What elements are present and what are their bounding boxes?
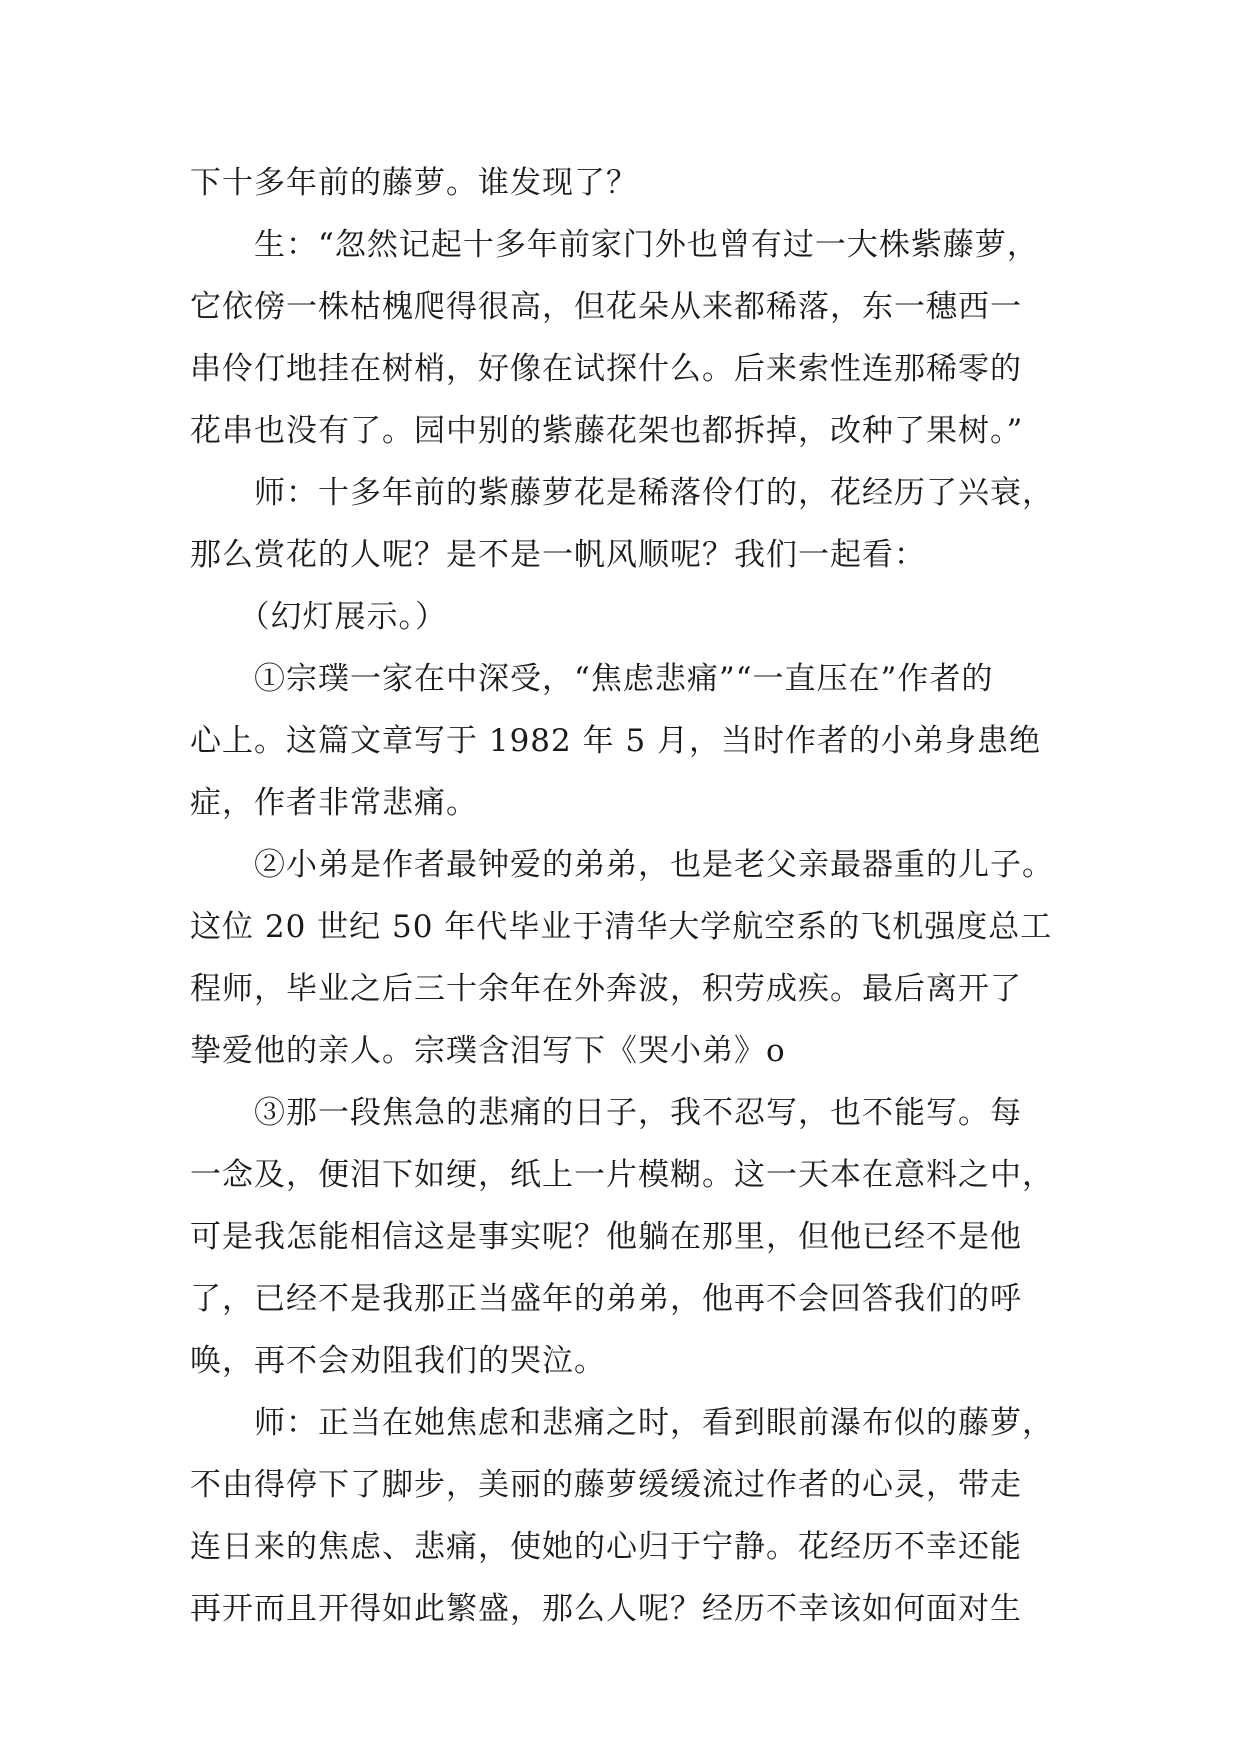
text-line: 这位 20 世纪 50 年代毕业于清华大学航空系的飞机强度总工 <box>190 909 1053 945</box>
text-line: 那么赏花的人呢？是不是一帆风顺呢？我们一起看： <box>190 537 926 573</box>
text-line: 症，作者非常悲痛。 <box>190 785 478 821</box>
text-line: 师：正当在她焦虑和悲痛之时，看到眼前瀑布似的藤萝， <box>190 1405 1054 1441</box>
text-line: 它依傍一株枯槐爬得很高，但花朵从来都稀落，东一穗西一 <box>190 289 1022 325</box>
text-line: 可是我怎能相信这是事实呢？他躺在那里，但他已经不是他 <box>190 1219 1022 1255</box>
text-line: 一念及，便泪下如绠，纸上一片模糊。这一天本在意料之中， <box>190 1157 1054 1193</box>
text-line: 师：十多年前的紫藤萝花是稀落伶仃的，花经历了兴衰， <box>190 475 1054 511</box>
text-line: 不由得停下了脚步，美丽的藤萝缓缓流过作者的心灵，带走 <box>190 1467 1022 1503</box>
text-line: 了，已经不是我那正当盛年的弟弟，他再不会回答我们的呼 <box>190 1281 1022 1317</box>
text-line: 下十多年前的藤萝。谁发现了？ <box>190 165 638 201</box>
text-line: ③那一段焦急的悲痛的日子，我不忍写，也不能写。每 <box>190 1095 1022 1131</box>
text-line: 花串也没有了。园中别的紫藤花架也都拆掉，改种了果树。” <box>190 413 1024 449</box>
text-line: 心上。这篇文章写于 1982 年 5 月，当时作者的小弟身患绝 <box>190 723 1042 759</box>
text-line: 生：“忽然记起十多年前家门外也曾有过一大株紫藤萝， <box>190 227 1039 263</box>
text-line: 再开而且开得如此繁盛，那么人呢？经历不幸该如何面对生 <box>190 1591 1022 1627</box>
document-body <box>190 152 1054 1640</box>
text-line: 连日来的焦虑、悲痛，使她的心归于宁静。花经历不幸还能 <box>190 1529 1022 1565</box>
text-line: 串伶仃地挂在树梢，好像在试探什么。后来索性连那稀零的 <box>190 351 1022 387</box>
text-line: ①宗璞一家在中深受，“焦虑悲痛”“一直压在”作者的 <box>190 661 994 697</box>
text-line: ②小弟是作者最钟爱的弟弟，也是老父亲最器重的儿子。 <box>190 847 1054 883</box>
text-line: 程师，毕业之后三十余年在外奔波，积劳成疾。最后离开了 <box>190 971 1022 1007</box>
text-line: 唤，再不会劝阻我们的哭泣。 <box>190 1343 606 1379</box>
text-line: （幻灯展示。） <box>190 599 447 635</box>
text-line: 挚爱他的亲人。宗璞含泪写下《哭小弟》o <box>190 1033 786 1069</box>
